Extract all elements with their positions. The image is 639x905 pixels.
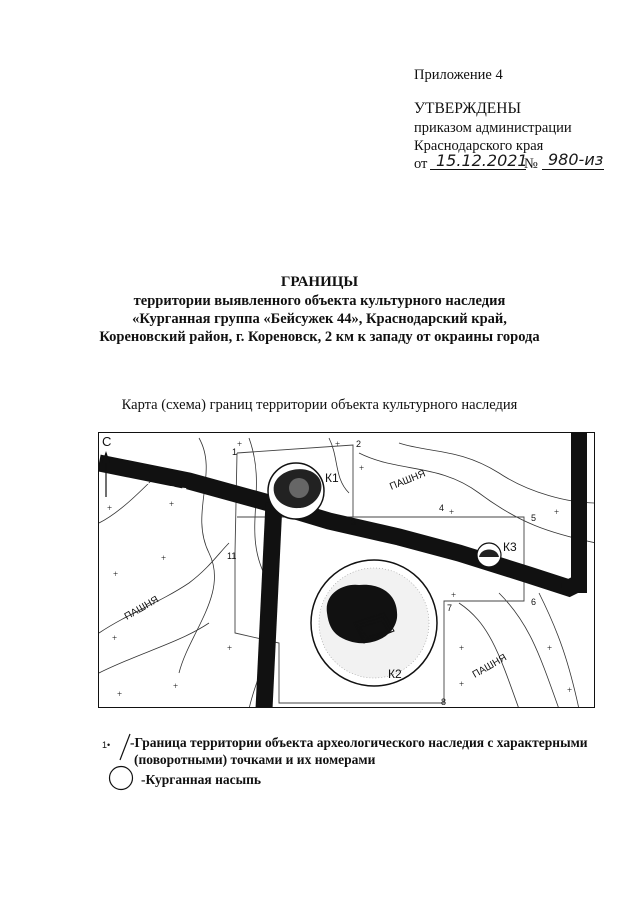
map-caption: Карта (схема) границ территории объекта культурного наследия bbox=[121, 397, 518, 413]
point-7: 7 bbox=[447, 603, 453, 613]
svg-text:+: + bbox=[359, 463, 365, 473]
svg-text:+: + bbox=[559, 581, 565, 591]
legend-mound-text: -Курганная насыпь bbox=[141, 772, 262, 787]
title-line-3: Кореновский район, г. Кореновск, 2 км к западу от окраины города bbox=[99, 329, 540, 345]
mound-circle-icon bbox=[108, 765, 134, 791]
legend-point-marker: 1• bbox=[102, 740, 111, 750]
appendix-label: Приложение 4 bbox=[414, 67, 503, 83]
svg-text:+: + bbox=[117, 689, 123, 699]
mound-k3 bbox=[477, 543, 501, 567]
map-drawing bbox=[99, 433, 595, 708]
road-branch bbox=[264, 503, 274, 708]
point-3: 3 bbox=[351, 517, 357, 527]
svg-text:+: + bbox=[237, 439, 243, 449]
svg-text:+: + bbox=[459, 643, 465, 653]
svg-text:+: + bbox=[335, 439, 341, 449]
field-label-3: ПАШНЯ bbox=[470, 652, 509, 681]
point-11: 11 bbox=[227, 551, 237, 561]
label-k1: К1 bbox=[325, 471, 339, 485]
point-6: 6 bbox=[531, 597, 537, 607]
mound-k1 bbox=[268, 463, 324, 519]
svg-text:+: + bbox=[169, 499, 175, 509]
legend-boundary-text-1: -Граница территории объекта археологического наследия с характерными bbox=[130, 735, 588, 750]
point-5: 5 bbox=[531, 513, 537, 523]
svg-text:+: + bbox=[449, 507, 455, 517]
number-label: № bbox=[524, 156, 538, 172]
svg-text:+: + bbox=[567, 685, 573, 695]
document-title: ГРАНИЦЫ bbox=[280, 274, 359, 290]
svg-text:+: + bbox=[112, 633, 118, 643]
approved-line-1: приказом администрации bbox=[414, 120, 572, 136]
svg-text:+: + bbox=[113, 569, 119, 579]
svg-text:+: + bbox=[547, 643, 553, 653]
point-2: 2 bbox=[356, 439, 362, 449]
svg-text:+: + bbox=[451, 590, 457, 600]
title-line-2: «Курганная группа «Бейсужек 44», Краснодарский край, bbox=[132, 311, 507, 327]
svg-text:+: + bbox=[227, 643, 233, 653]
label-k3: К3 bbox=[503, 540, 517, 554]
svg-text:+: + bbox=[554, 507, 560, 517]
legend-boundary-text-2: (поворотными) точками и их номерами bbox=[134, 752, 376, 767]
svg-text:+: + bbox=[107, 503, 113, 513]
road-main bbox=[99, 463, 579, 588]
point-8: 8 bbox=[441, 697, 447, 707]
point-1: 1 bbox=[232, 447, 238, 457]
from-label: от bbox=[414, 156, 428, 172]
svg-text:+: + bbox=[173, 681, 179, 691]
svg-text:+: + bbox=[459, 679, 465, 689]
label-k2: К2 bbox=[388, 667, 402, 681]
field-label-1: ПАШНЯ bbox=[388, 468, 428, 493]
approval-number: 980-из bbox=[548, 150, 604, 169]
approved-title: УТВЕРЖДЕНЫ bbox=[414, 100, 521, 117]
legend-mound-symbol bbox=[108, 765, 134, 791]
title-line-1: территории выявленного объекта культурного наследия bbox=[133, 293, 506, 309]
approval-date-line bbox=[414, 150, 614, 177]
approval-date: 15.12.2021 bbox=[436, 151, 528, 170]
mound-k2 bbox=[311, 560, 437, 686]
svg-text:+: + bbox=[161, 553, 167, 563]
point-4: 4 bbox=[439, 503, 445, 513]
boundary-map bbox=[98, 432, 595, 708]
number-underline bbox=[542, 169, 604, 170]
north-label: С bbox=[102, 434, 112, 449]
approved-line-2: Краснодарского края bbox=[414, 138, 544, 154]
field-label-2: ПАШНЯ bbox=[122, 594, 161, 623]
